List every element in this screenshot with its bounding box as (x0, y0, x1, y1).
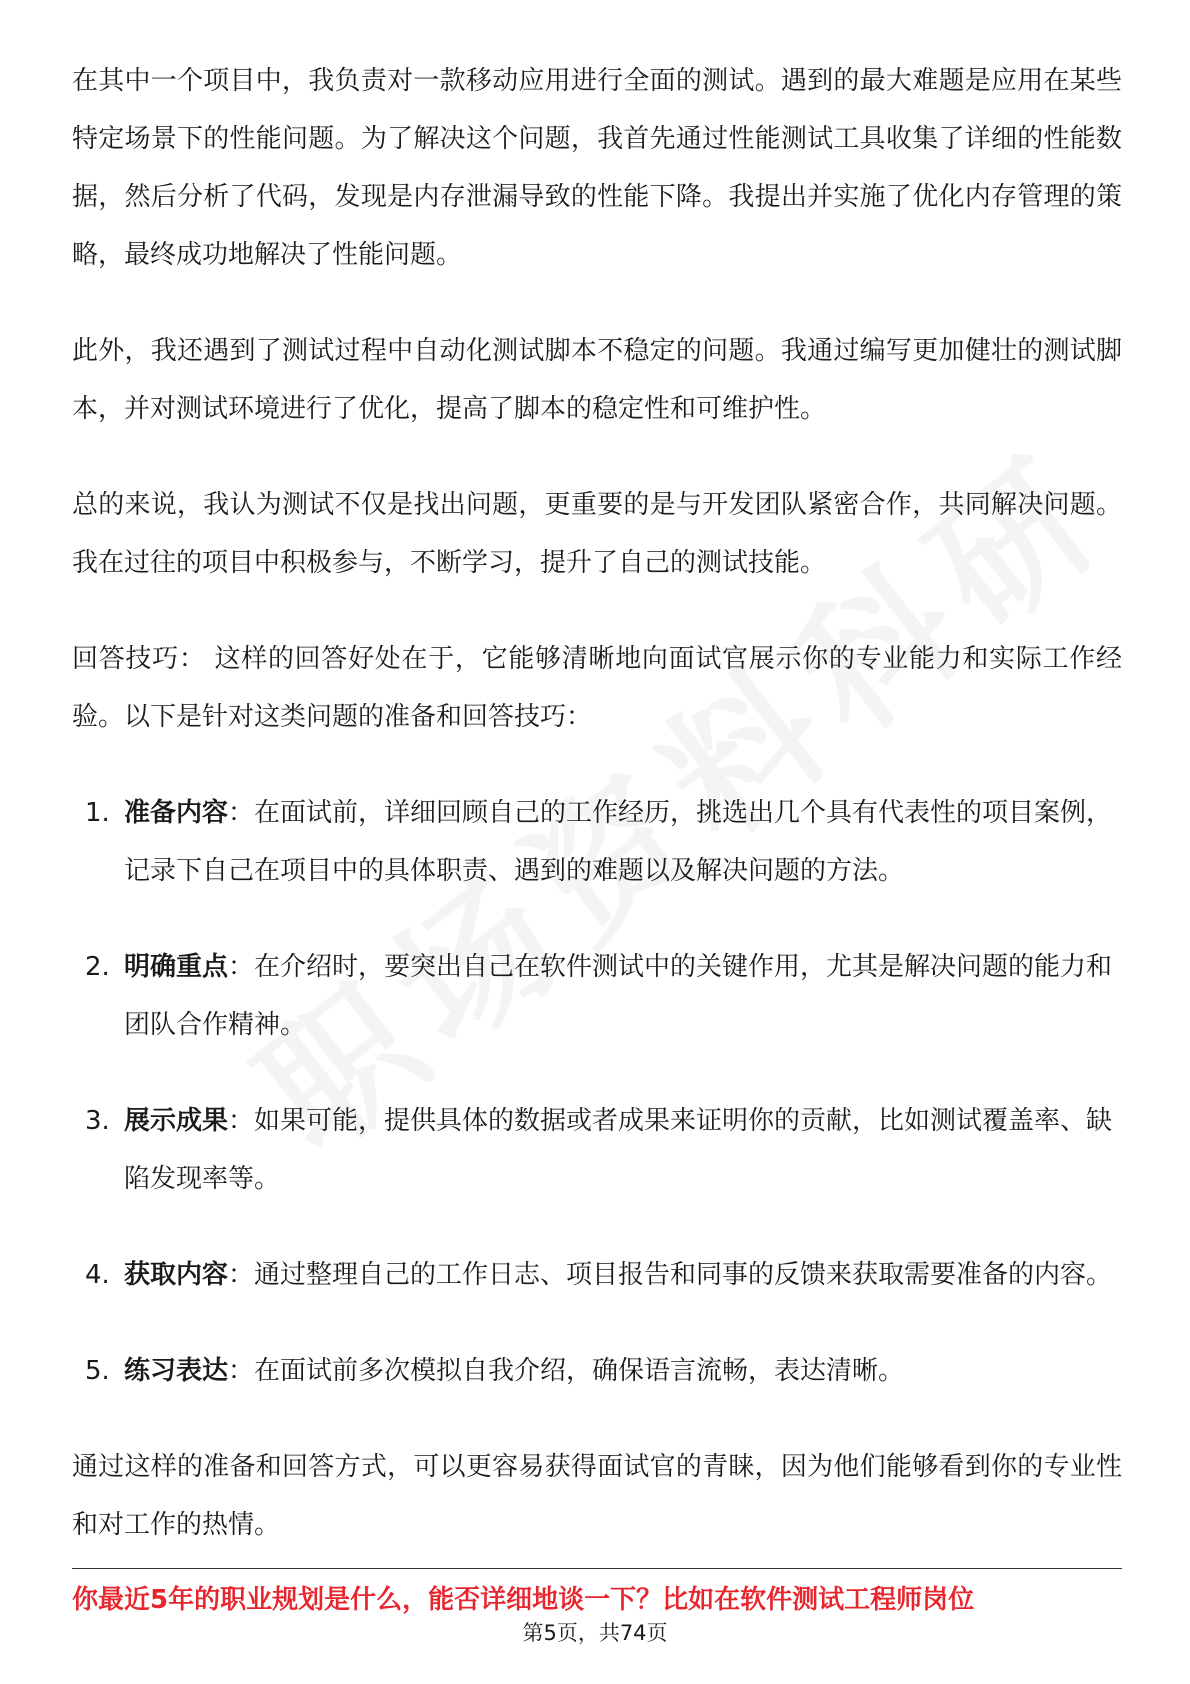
tips-list (72, 784, 1122, 1400)
next-question-heading: 你最近5年的职业规划是什么，能否详细地谈一下？比如在软件测试工程师岗位 (72, 1585, 975, 1615)
list-item (72, 1342, 1122, 1400)
list-item-text: ：在介绍时，要突出自己在软件测试中的关键作用，尤其是解决问题的能力和团队合作精神。 (124, 952, 1113, 1040)
list-item (72, 938, 1122, 1054)
paragraph-project-experience: 在其中一个项目中，我负责对一款移动应用进行全面的测试。遇到的最大难题是应用在某些特定场景下的性能问题。为了解决这个问题，我首先通过性能测试工具收集了详细的性能数据，然后分析了代码，发现是内存泄漏导致的性能下降。我提出并实施了优化内存管理的策略，最终成功地解决了性能问题。 (72, 66, 1122, 270)
list-item-number: 2. (85, 952, 110, 982)
list-item-number: 1. (85, 798, 110, 828)
list-item-text: ：通过整理自己的工作日志、项目报告和同事的反馈来获取需要准备的内容。 (228, 1260, 1113, 1290)
paragraph-summary: 总的来说，我认为测试不仅是找出问题，更重要的是与开发团队紧密合作，共同解决问题。我在过往的项目中积极参与，不断学习，提升了自己的测试技能。 (72, 490, 1122, 578)
list-item-number: 3. (85, 1106, 110, 1136)
list-item-text: ：如果可能，提供具体的数据或者成果来证明你的贡献，比如测试覆盖率、缺陷发现率等。 (124, 1106, 1113, 1194)
list-item (72, 1092, 1122, 1208)
paragraph-closing: 通过这样的准备和回答方式，可以更容易获得面试官的青睐，因为他们能够看到你的专业性和对工作的热情。 (72, 1452, 1122, 1540)
list-item-term: 明确重点 (124, 952, 229, 982)
paragraph-automation-scripts: 此外，我还遇到了测试过程中自动化测试脚本不稳定的问题。我通过编写更加健壮的测试脚本，并对测试环境进行了优化，提高了脚本的稳定性和可维护性。 (72, 336, 1122, 424)
list-item-text: ：在面试前多次模拟自我介绍，确保语言流畅，表达清晰。 (228, 1356, 905, 1386)
list-item-term: 准备内容 (124, 798, 229, 828)
list-item-number: 5. (85, 1356, 110, 1386)
paragraph-answer-tips-intro: 回答技巧： 这样的回答好处在于，它能够清晰地向面试官展示你的专业能力和实际工作经验。以下是针对这类问题的准备和回答技巧： (72, 644, 1122, 732)
list-item (72, 784, 1122, 900)
list-item-term: 展示成果 (124, 1106, 229, 1136)
document-body (72, 52, 1122, 1592)
list-item-term: 练习表达 (124, 1356, 229, 1386)
divider (72, 1568, 1122, 1569)
list-item (72, 1246, 1122, 1304)
list-item-term: 获取内容 (124, 1260, 229, 1290)
list-item-text: ：在面试前，详细回顾自己的工作经历，挑选出几个具有代表性的项目案例，记录下自己在项目中的具体职责、遇到的难题以及解决问题的方法。 (124, 798, 1113, 886)
list-item-number: 4. (85, 1260, 110, 1290)
page-number: 第5页，共74页 (522, 1621, 668, 1645)
